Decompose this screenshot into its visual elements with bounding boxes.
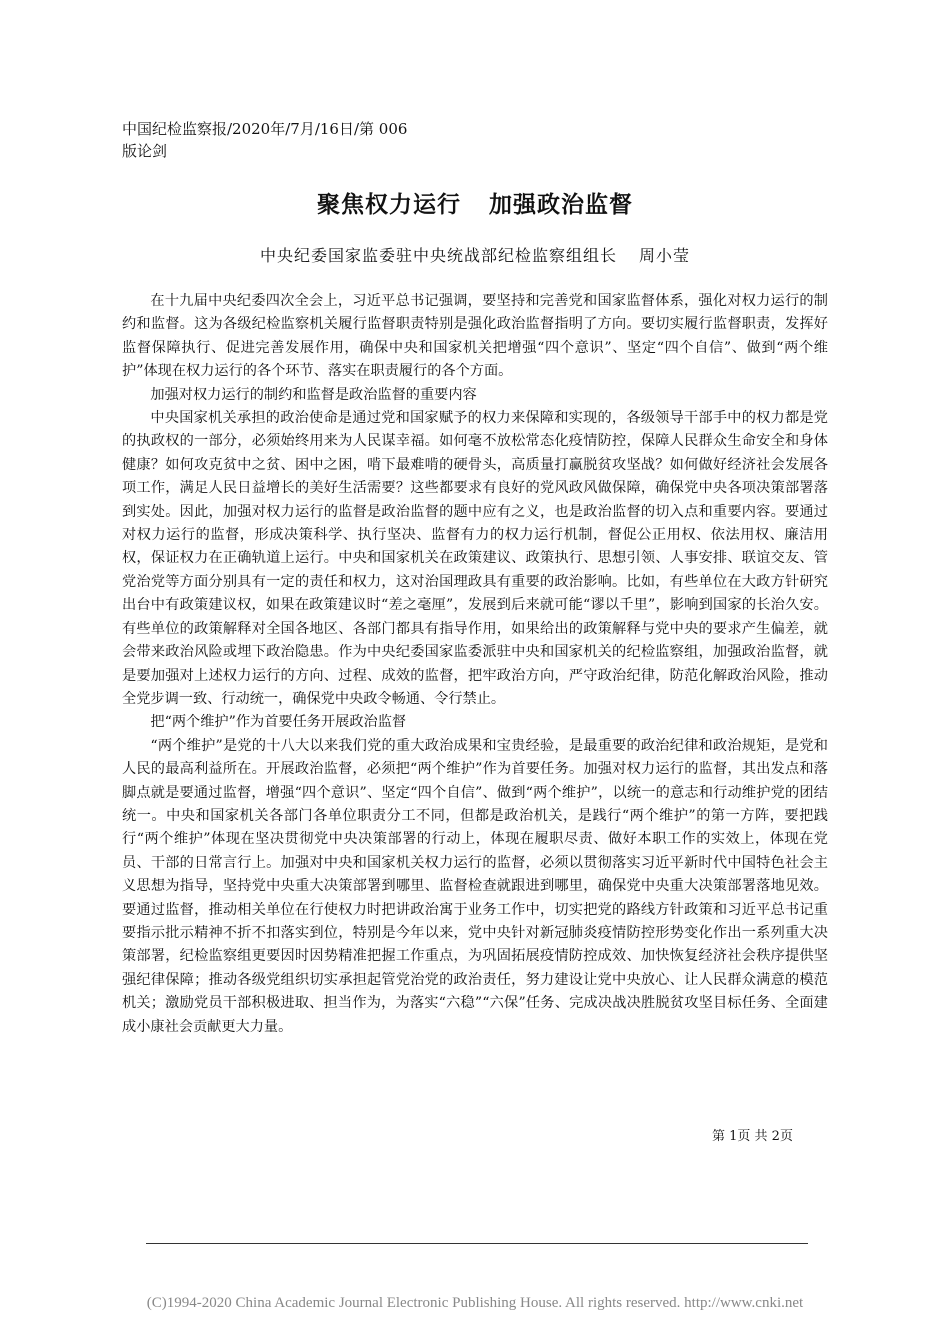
author-position: 中央纪委国家监委驻中央统战部纪检监察组组长 xyxy=(259,246,617,265)
article-title xyxy=(0,186,950,219)
page-number: 第 1页 共 2页 xyxy=(712,1129,793,1144)
source-line-2: 版论剑 xyxy=(122,142,168,160)
title-part-2: 加强政治监督 xyxy=(489,192,633,218)
section-heading: 加强对权力运行的制约和监督是政治监督的重要内容 xyxy=(150,386,477,403)
body-paragraph: “两个维护”是党的十八大以来我们党的重大政治成果和宝贵经验，是最重要的政治纪律和政治规矩，是党和人民的最高利益所在。开展政治监督，必须把“两个维护”作为首要任务。加强对权力运行的监督，其出发点和落脚点就是要通过监督，增强“四个意识”、坚定“四个自信”、做到“两个维护”，以统一的意志和行动维护党的团结统一。中央和国家机关各部门各单位职责分工不同，但都是政治机关，是践行“两个维护”的第一方阵，要把践行“两个维护”体现在坚决贯彻党中央决策部署的行动上，体现在履职尽责、做好本职工作的实效上，体现在党员、干部的日常言行上。加强对中央和国家机关权力运行的监督，必须以贯彻落实习近平新时代中国特色社会主义思想为指导，坚持党中央重大决策部署到哪里、监督检查就跟进到哪里，确保党中央重大决策部署落地见效。要通过监督，推动相关单位在行使权力时把讲政治寓于业务工作中，切实把党的路线方针政策和习近平总书记重要指示批示精神不折不扣落实到位，特别是今年以来，党中央针对新冠肺炎疫情防控形势变化作出一系列重大决策部署，纪检监察组更要因时因势精准把握工作重点，为巩固拓展疫情防控成效、加快恢复经济社会秩序提供坚强纪律保障；推动各级党组织切实承担起管党治党的政治责任，努力建设让党中央放心、让人民群众满意的模范机关；激励党员干部积极进取、担当作为，为落实“六稳”“六保”任务、完成决战决胜脱贫攻坚目标任务、全面建成小康社会贡献更大力量。 xyxy=(122,737,828,1035)
source-citation xyxy=(122,118,452,162)
author-line xyxy=(0,243,950,266)
body-paragraph: 在十九届中央纪委四次全会上，习近平总书记强调，要坚持和完善党和国家监督体系，强化对权力运行的制约和监督。这为各级纪检监察机关履行监督职责特别是强化政治监督指明了方向。要切实履行监督职责，发挥好监督保障执行、促进完善发展作用，确保中央和国家机关把增强“四个意识”、坚定“四个自信”、做到“两个维护”体现在权力运行的各个环节、落实在职责履行的各个方面。 xyxy=(122,293,828,380)
article-body xyxy=(122,290,828,1039)
copyright-notice: (C)1994-2020 China Academic Journal Electronic Publishing House. All rights reserved. http://www.cnki.net xyxy=(146,1295,804,1311)
title-part-1: 聚焦权力运行 xyxy=(317,192,461,218)
source-line-1: 中国纪检监察报/2020年/7月/16日/第 006 xyxy=(122,120,408,138)
author-name: 周小莹 xyxy=(639,246,691,265)
section-heading: 把“两个维护”作为首要任务开展政治监督 xyxy=(150,714,407,731)
body-paragraph: 中央国家机关承担的政治使命是通过党和国家赋予的权力来保障和实现的，各级领导干部手中的权力都是党的执政权的一部分，必须始终用来为人民谋幸福。如何毫不放松常态化疫情防控，保障人民群众生命安全和身体健康？如何攻克贫中之贫、困中之困，啃下最难啃的硬骨头，高质量打赢脱贫攻坚战？如何做好经济社会发展各项工作，满足人民日益增长的美好生活需要？这些都要求有良好的党风政风做保障，确保党中央各项决策部署落到实处。因此，加强对权力运行的监督是政治监督的题中应有之义，也是政治监督的切入点和重要内容。要通过对权力运行的监督，形成决策科学、执行坚决、监督有力的权力运行机制，督促公正用权、依法用权、廉洁用权，保证权力在正确轨道上运行。中央和国家机关在政策建议、政策执行、思想引领、人事安排、联谊交友、管党治党等方面分别具有一定的责任和权力，这对治国理政具有重要的政治影响。比如，有些单位在大政方针研究出台中有政策建议权，如果在政策建议时“差之毫厘”，发展到后来就可能“谬以千里”，影响到国家的长治久安。有些单位的政策解释对全国各地区、各部门都具有指导作用，如果给出的政策解释与党中央的要求产生偏差，就会带来政治风险或埋下政治隐患。作为中央纪委国家监委派驻中央和国家机关的纪检监察组，加强政治监督，就是要加强对上述权力运行的方向、过程、成效的监督，把牢政治方向，严守政治纪律，防范化解政治风险，推动全党步调一致、行动统一，确保党中央政令畅通、令行禁止。 xyxy=(122,410,828,707)
footer-divider xyxy=(146,1243,808,1244)
